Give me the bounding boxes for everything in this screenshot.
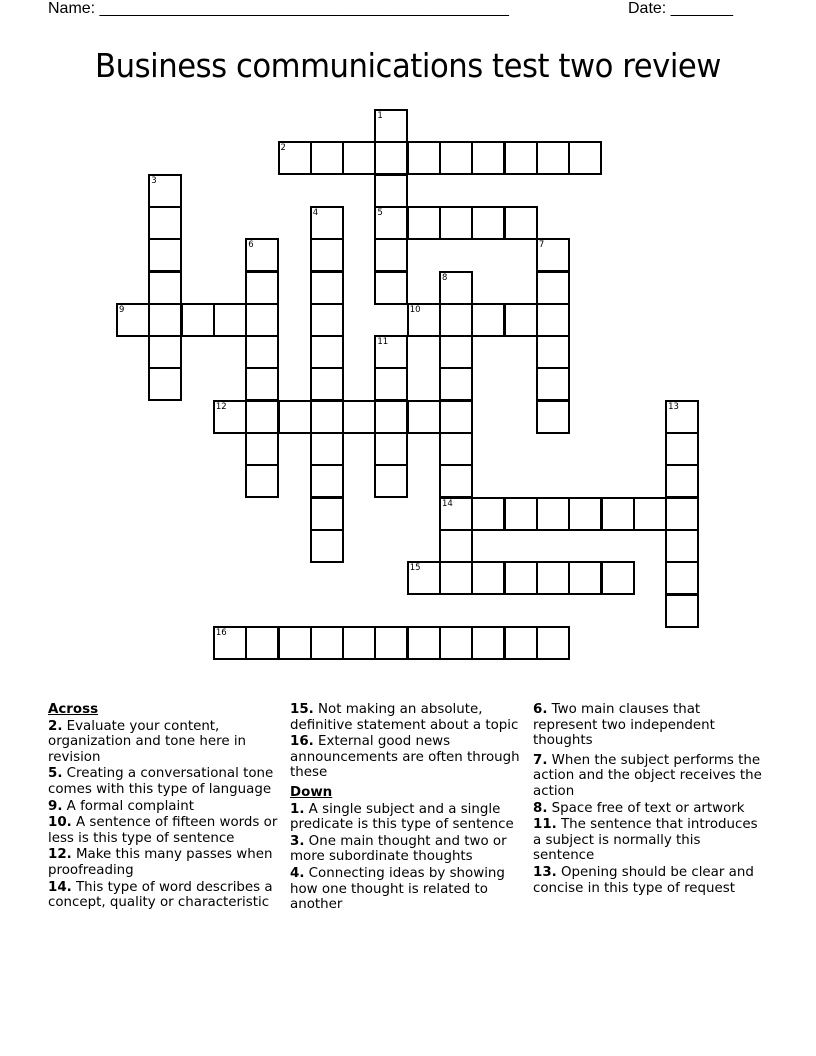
crossword-cell[interactable] bbox=[374, 109, 408, 143]
crossword-cell[interactable] bbox=[471, 497, 505, 531]
clues-column-1 bbox=[48, 702, 280, 912]
crossword-cell[interactable] bbox=[568, 497, 602, 531]
crossword-cell[interactable] bbox=[439, 367, 473, 401]
cell-number: 2 bbox=[280, 143, 286, 154]
crossword-cell[interactable] bbox=[181, 303, 215, 337]
crossword-cell[interactable] bbox=[439, 303, 473, 337]
name-field[interactable]: Name: ______________________________________________ bbox=[48, 0, 509, 17]
crossword-cell[interactable] bbox=[665, 561, 699, 595]
clue-text: External good news announcements are often through these bbox=[290, 734, 520, 781]
crossword-cell[interactable] bbox=[504, 497, 538, 531]
crossword-cell[interactable] bbox=[568, 561, 602, 595]
crossword-cell[interactable] bbox=[245, 335, 279, 369]
clue-text: A single subject and a single predicate is this type of sentence bbox=[290, 801, 514, 833]
crossword-cell[interactable] bbox=[310, 206, 344, 240]
crossword-cell[interactable] bbox=[245, 271, 279, 305]
crossword-cell[interactable] bbox=[374, 238, 408, 272]
cell-number: 1 bbox=[377, 111, 383, 121]
clue-down-11 bbox=[533, 817, 765, 864]
clue-down-4 bbox=[290, 866, 522, 913]
clue-text: Evaluate your content, organization and tone here in revision bbox=[48, 718, 247, 765]
crossword-cell[interactable] bbox=[504, 303, 538, 337]
clue-text: Not making an absolute, definitive statement about a topic bbox=[290, 702, 519, 733]
crossword-cell[interactable] bbox=[278, 626, 312, 660]
crossword-cell[interactable] bbox=[536, 303, 570, 337]
crossword-cell[interactable] bbox=[374, 432, 408, 466]
crossword-cell[interactable] bbox=[148, 367, 182, 401]
crossword-cell[interactable] bbox=[245, 626, 279, 660]
crossword-cell[interactable] bbox=[342, 400, 376, 434]
crossword-cell[interactable] bbox=[310, 141, 344, 175]
clue-number: 2. bbox=[48, 718, 63, 734]
crossword-cell[interactable] bbox=[310, 432, 344, 466]
crossword-cell[interactable] bbox=[116, 303, 150, 337]
crossword-cell[interactable] bbox=[310, 271, 344, 305]
crossword-cell[interactable] bbox=[213, 303, 247, 337]
crossword-cell[interactable] bbox=[374, 271, 408, 305]
crossword-cell[interactable] bbox=[536, 271, 570, 305]
page-title: Business communications test two review bbox=[95, 46, 721, 85]
crossword-cell[interactable] bbox=[536, 561, 570, 595]
crossword-cell[interactable] bbox=[374, 206, 408, 240]
crossword-cell[interactable] bbox=[310, 626, 344, 660]
clues-column-2 bbox=[290, 702, 522, 914]
crossword-cell[interactable] bbox=[374, 141, 408, 175]
crossword-cell[interactable] bbox=[374, 367, 408, 401]
clue-text: One main thought and two or more subordinate thoughts bbox=[290, 833, 507, 865]
clue-down-13 bbox=[533, 865, 765, 896]
crossword-cell[interactable] bbox=[148, 271, 182, 305]
crossword-cell[interactable] bbox=[407, 400, 441, 434]
crossword-cell[interactable] bbox=[407, 141, 441, 175]
crossword-cell[interactable] bbox=[439, 432, 473, 466]
clue-text: Opening should be clear and concise in this type of request bbox=[533, 864, 754, 896]
crossword-cell[interactable] bbox=[374, 626, 408, 660]
cell-number: 7 bbox=[538, 240, 545, 251]
clue-number: 11. bbox=[533, 817, 557, 833]
clue-text: Connecting ideas by showing how one thought is related to another bbox=[290, 865, 505, 913]
crossword-cell[interactable] bbox=[439, 464, 473, 498]
crossword-cell[interactable] bbox=[665, 529, 699, 563]
clue-number: 16. bbox=[290, 734, 314, 750]
clue-down-7 bbox=[533, 753, 765, 800]
cell-number: 13 bbox=[668, 401, 679, 412]
crossword-cell[interactable] bbox=[471, 141, 505, 175]
crossword-cell[interactable] bbox=[536, 497, 570, 531]
crossword-cell[interactable] bbox=[374, 335, 408, 369]
clue-number: 7. bbox=[533, 752, 548, 768]
clue-across-12 bbox=[48, 847, 280, 878]
clue-number: 10. bbox=[48, 815, 72, 831]
clue-text: The sentence that introduces a subject is normally this sentence bbox=[533, 817, 758, 864]
clue-down-6 bbox=[533, 702, 765, 749]
clue-number: 12. bbox=[48, 847, 72, 863]
clue-down-1 bbox=[290, 802, 522, 833]
cell-number: 5 bbox=[377, 207, 383, 218]
clue-across-9 bbox=[48, 799, 280, 815]
crossword-cell[interactable] bbox=[601, 561, 635, 595]
clue-text: When the subject performs the action and the object receives the action bbox=[533, 752, 762, 799]
crossword-cell[interactable] bbox=[245, 238, 279, 272]
crossword-cell[interactable] bbox=[310, 464, 344, 498]
crossword-cell[interactable] bbox=[439, 400, 473, 434]
clue-down-8 bbox=[533, 801, 765, 817]
crossword-cell[interactable] bbox=[536, 367, 570, 401]
crossword-cell[interactable] bbox=[536, 238, 570, 272]
clue-text: A formal complaint bbox=[66, 798, 194, 814]
clue-number: 6. bbox=[533, 702, 548, 717]
clue-across-10 bbox=[48, 815, 280, 846]
crossword-cell[interactable] bbox=[439, 206, 473, 240]
crossword-cell[interactable] bbox=[374, 464, 408, 498]
clue-text: Creating a conversational tone comes with this type of language bbox=[48, 766, 274, 797]
clue-text: Make this many passes when proofreading bbox=[48, 847, 273, 878]
crossword-cell[interactable] bbox=[471, 626, 505, 660]
crossword-cell[interactable] bbox=[278, 141, 312, 175]
crossword-cell[interactable] bbox=[439, 529, 473, 563]
crossword-cell[interactable] bbox=[407, 206, 441, 240]
cell-number: 11 bbox=[377, 337, 389, 348]
crossword-cell[interactable] bbox=[245, 432, 279, 466]
clue-number: 8. bbox=[533, 800, 548, 816]
crossword-cell[interactable] bbox=[471, 561, 505, 595]
clue-number: 13. bbox=[533, 864, 557, 880]
crossword-cell[interactable] bbox=[504, 141, 538, 175]
crossword-cell[interactable] bbox=[310, 400, 344, 434]
cell-number: 10 bbox=[409, 304, 421, 315]
crossword-cell[interactable] bbox=[310, 497, 344, 531]
crossword-cell[interactable] bbox=[471, 206, 505, 240]
crossword-cell[interactable] bbox=[342, 141, 376, 175]
clue-across-5 bbox=[48, 766, 280, 797]
crossword-cell[interactable] bbox=[245, 464, 279, 498]
clues-column-3 bbox=[533, 702, 765, 897]
crossword-cell[interactable] bbox=[439, 271, 473, 305]
crossword-cell[interactable] bbox=[665, 594, 699, 628]
cell-number: 15 bbox=[409, 563, 421, 574]
crossword-cell[interactable] bbox=[568, 141, 602, 175]
crossword-cell[interactable] bbox=[213, 400, 247, 434]
clue-text: Space free of text or artwork bbox=[551, 800, 745, 816]
crossword-cell[interactable] bbox=[245, 303, 279, 337]
clue-text: A sentence of fifteen words or less is this type of sentence bbox=[48, 815, 278, 846]
clue-number: 14. bbox=[48, 879, 72, 895]
cell-number: 9 bbox=[119, 304, 125, 315]
clue-number: 3. bbox=[290, 833, 305, 849]
cell-number: 8 bbox=[442, 272, 448, 283]
clue-down-3 bbox=[290, 834, 522, 865]
date-field[interactable]: Date: _______ bbox=[628, 0, 733, 17]
crossword-cell[interactable] bbox=[148, 335, 182, 369]
crossword-cell[interactable] bbox=[439, 141, 473, 175]
crossword-cell[interactable] bbox=[374, 400, 408, 434]
crossword-cell[interactable] bbox=[342, 626, 376, 660]
cell-number: 16 bbox=[215, 627, 227, 638]
cell-number: 12 bbox=[215, 401, 227, 412]
crossword-cell[interactable] bbox=[374, 174, 408, 208]
crossword-cell[interactable] bbox=[213, 626, 247, 660]
clue-number: 5. bbox=[48, 766, 63, 782]
crossword-cell[interactable] bbox=[310, 367, 344, 401]
crossword-cell[interactable] bbox=[665, 432, 699, 466]
clue-number: 9. bbox=[48, 798, 63, 814]
crossword-cell[interactable] bbox=[148, 303, 182, 337]
clue-across-16 bbox=[290, 734, 522, 781]
crossword-cell[interactable] bbox=[536, 335, 570, 369]
crossword-cell[interactable] bbox=[245, 367, 279, 401]
cell-number: 3 bbox=[151, 175, 157, 186]
crossword-cell[interactable] bbox=[601, 497, 635, 531]
clue-text: Two main clauses that represent two independent thoughts bbox=[533, 702, 715, 749]
crossword-cell[interactable] bbox=[665, 497, 699, 531]
crossword-cell[interactable] bbox=[310, 529, 344, 563]
crossword-cell[interactable] bbox=[407, 626, 441, 660]
crossword-cell[interactable] bbox=[439, 561, 473, 595]
crossword-cell[interactable] bbox=[536, 400, 570, 434]
crossword-cell[interactable] bbox=[407, 303, 441, 337]
crossword-cell[interactable] bbox=[665, 464, 699, 498]
crossword-cell[interactable] bbox=[633, 497, 667, 531]
clue-across-2 bbox=[48, 719, 280, 766]
crossword-cell[interactable] bbox=[310, 303, 344, 337]
crossword-cell[interactable] bbox=[148, 238, 182, 272]
crossword-cell[interactable] bbox=[536, 626, 570, 660]
crossword-cell[interactable] bbox=[665, 400, 699, 434]
clue-number: 4. bbox=[290, 865, 305, 881]
cell-number: 6 bbox=[248, 240, 254, 251]
crossword-cell[interactable] bbox=[245, 400, 279, 434]
crossword-cell[interactable] bbox=[278, 400, 312, 434]
crossword-cell[interactable] bbox=[439, 497, 473, 531]
crossword-cell[interactable] bbox=[310, 238, 344, 272]
clue-across-14 bbox=[48, 880, 280, 911]
crossword-cell[interactable] bbox=[536, 141, 570, 175]
crossword-cell[interactable] bbox=[439, 335, 473, 369]
cell-number: 14 bbox=[442, 498, 453, 509]
cell-number: 4 bbox=[312, 207, 319, 218]
clue-text: This type of word describes a concept, quality or characteristic bbox=[48, 879, 273, 911]
down-heading: Down bbox=[290, 784, 333, 800]
crossword-cell[interactable] bbox=[504, 561, 538, 595]
crossword-cell[interactable] bbox=[471, 303, 505, 337]
clue-number: 1. bbox=[290, 801, 305, 817]
clue-across-15 bbox=[290, 702, 522, 733]
crossword-cell[interactable] bbox=[504, 206, 538, 240]
crossword-cell[interactable] bbox=[148, 206, 182, 240]
crossword-cell[interactable] bbox=[148, 174, 182, 208]
crossword-cell[interactable] bbox=[439, 626, 473, 660]
crossword-cell[interactable] bbox=[310, 335, 344, 369]
across-heading: Across bbox=[48, 702, 99, 717]
clue-number: 15. bbox=[290, 702, 314, 717]
crossword-cell[interactable] bbox=[407, 561, 441, 595]
crossword-cell[interactable] bbox=[504, 626, 538, 660]
